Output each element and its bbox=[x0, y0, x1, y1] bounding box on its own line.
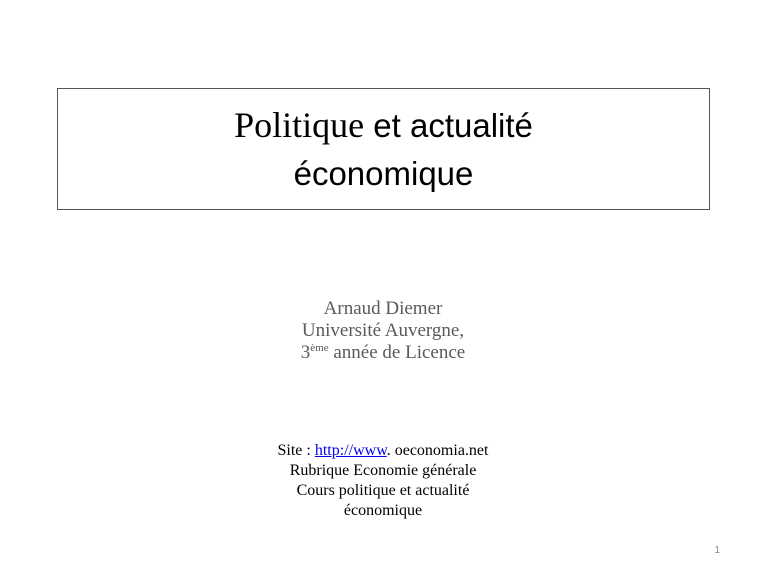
site-prefix: Site : bbox=[277, 442, 315, 459]
cours-line-2: économique bbox=[343, 502, 423, 519]
site-link[interactable]: http://www bbox=[314, 442, 387, 459]
year-superscript: ème bbox=[310, 342, 329, 354]
author-university: Université Auvergne, bbox=[301, 320, 465, 341]
cours-line-1: Cours politique et actualité bbox=[296, 482, 470, 499]
site-suffix: . oeconomia.net bbox=[386, 442, 489, 459]
title-words-et-actualite: et actualité bbox=[364, 107, 533, 144]
site-block bbox=[183, 441, 583, 521]
author-year bbox=[183, 342, 583, 364]
page-number: 1 bbox=[714, 545, 720, 556]
author-name: Arnaud Diemer bbox=[323, 298, 443, 319]
title-box bbox=[57, 88, 710, 210]
year-number: 3 bbox=[300, 342, 311, 363]
title-word-politique: Politique bbox=[234, 105, 365, 145]
year-rest: année de Licence bbox=[328, 342, 466, 363]
title-line-2: économique bbox=[293, 155, 474, 192]
title-line-1 bbox=[58, 103, 709, 148]
rubrique-line: Rubrique Economie générale bbox=[289, 462, 477, 479]
site-line bbox=[183, 441, 583, 461]
author-block bbox=[183, 298, 583, 364]
